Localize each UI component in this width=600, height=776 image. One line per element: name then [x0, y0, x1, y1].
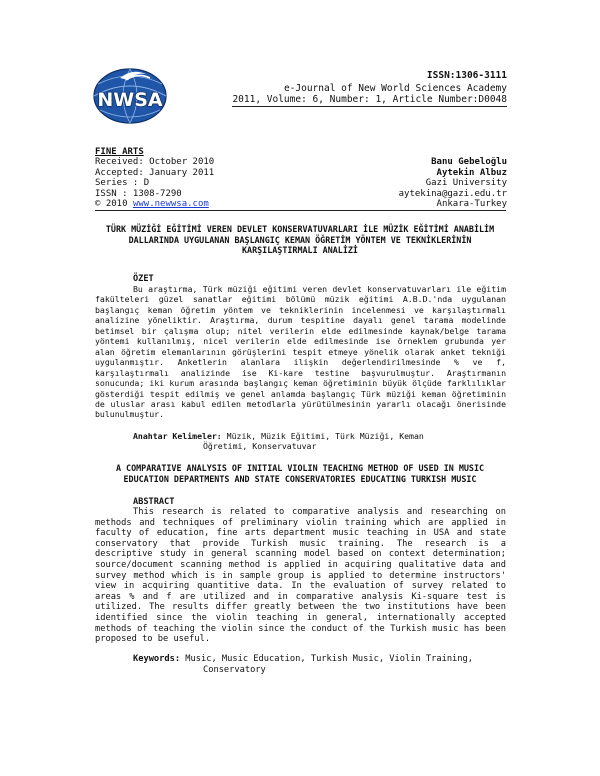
- journal-issn: ISSN:1306-3111: [426, 70, 507, 81]
- turkish-title: [80, 224, 520, 256]
- meta-divider: [95, 210, 506, 211]
- english-keywords: [133, 654, 493, 675]
- english-keywords-line-1: Music, Music Education, Turkish Music, Violin Training,: [180, 654, 473, 664]
- author-name-1: Banu Gebeloğlu: [431, 157, 507, 167]
- english-abstract: This research is related to comparative analysis and researching on methods and techniques of preliminary violin training which are applied in faculty of education, fine arts department music teaching in USA and state conservatory that provide Turkish music training. The research is a descriptive study in general scanning model based on context determination; source/document scanning method is applied in acquiring qualitative data and survey method which is in sample group is applied to determine instructors' view in acquiring quantitive data. In the evaluation of survey related to areas % and f are utilized and in comparative analysis Ki-square test is utilized. The results differ greatly between the two institutions have been identified since the violin teaching in general, internationally accepted methods of teaching the violin since the conduct of the Turkish music has been proposed to be useful.: [95, 507, 506, 645]
- nwsa-logo: [86, 66, 174, 130]
- article-meta: [95, 147, 275, 209]
- copyright-text: © 2010: [95, 199, 133, 210]
- journal-volume-line: 2011, Volume: 6, Number: 1, Article Number:D0048: [232, 94, 507, 105]
- turkish-keywords-line-1: Müzik, Müzik Eğitimi, Türk Müziği, Keman: [221, 431, 424, 441]
- english-keywords-line-2: Conservatory: [203, 664, 266, 675]
- accepted-date: Accepted: January 2011: [95, 167, 215, 178]
- section-label: FINE ARTS: [95, 147, 144, 157]
- author-location: Ankara-Turkey: [436, 199, 507, 209]
- turkish-keywords-line-2: Öğretimi, Konservatuvar: [203, 441, 317, 452]
- english-keywords-label: Keywords:: [133, 654, 181, 664]
- series-line: Series : D: [95, 178, 150, 189]
- journal-name: e-Journal of New World Sciences Academy: [283, 83, 507, 94]
- website-link[interactable]: www.newwsa.com: [132, 199, 209, 210]
- issn-line: ISSN : 1308-7290: [95, 188, 182, 199]
- received-date: Received: October 2010: [95, 157, 215, 168]
- author-email: aytekina@gazi.edu.tr: [398, 188, 507, 199]
- logo-text: NWSA: [97, 89, 163, 111]
- turkish-keywords: [133, 431, 493, 452]
- copyright-line: [95, 199, 275, 209]
- author-block: [399, 157, 507, 210]
- author-affiliation: Gazi University: [425, 178, 507, 188]
- turkish-abstract: Bu araştırma, Türk müziği eğitimi veren devlet konservatuvarları ile eğitim fakülteleri güzel sanatlar eğitimi bölümü müzik eğitimi A.B.D.'nda uygulanan başlangıç keman öğretim yöntem ve tekniklerinin incelenmesi ve karşılaştırmalı analizine yöneliktir. Araştırma, durum tespitine dayalı genel tarama modelinde betimsel bir çalışma olup; nitel verilerin elde edilmesinde kaynak/belge tarama yöntemi kullanılmış, nicel verilerin elde edilmesinde ise örneklem grubunda yer alan öğretim elemanlarının görüşlerini tespit etmeye yönelik olarak anket tekniği uygulanmıştır. Anketlerin alanlara ilişkin değerlendirilmesinde % ve f, karşılaştırmalı analizinde ise Ki-kare testine başvurulmuştur. Araştırmanın sonucunda; iki kurum arasında başlangıç keman öğretiminin büyük ölçüde farklılıklar gösterdiği tespit edilmiş ve genel anlamda başlangıç Türk müziği keman öğretiminin de uluslar arası kabul edilen metodlarla yürütülmesinin yararlı olacağı önerisinde bulunulmuştur.: [95, 284, 506, 420]
- english-title: [80, 463, 520, 484]
- english-title-line-1: A COMPARATIVE ANALYSIS OF INITIAL VIOLIN TEACHING METHOD OF USED IN MUSIC: [115, 463, 485, 473]
- turkish-keywords-label: Anahtar Kelimeler:: [133, 431, 222, 441]
- turkish-title-line-3: KARŞILAŞTIRMALI ANALİZİ: [242, 245, 358, 256]
- turkish-title-line-2: DALLARINDA UYGULANAN BAŞLANGIÇ KEMAN ÖĞRETİM YÖNTEM VE TEKNİKLERİNİN: [128, 234, 472, 245]
- english-abstract-heading: ABSTRACT: [133, 497, 175, 507]
- turkish-title-line-1: TÜRK MÜZİĞİ EĞİTİMİ VEREN DEVLET KONSERVATUVARLARI İLE MÜZİK EĞİTİMİ ANABİLİM: [105, 224, 495, 234]
- turkish-abstract-heading: ÖZET: [133, 274, 154, 284]
- author-name-2: Aytekin Albuz: [436, 167, 507, 178]
- english-title-line-2: EDUCATION DEPARTMENTS AND STATE CONSERVATORIES EDUCATING TURKISH MUSIC: [123, 473, 477, 484]
